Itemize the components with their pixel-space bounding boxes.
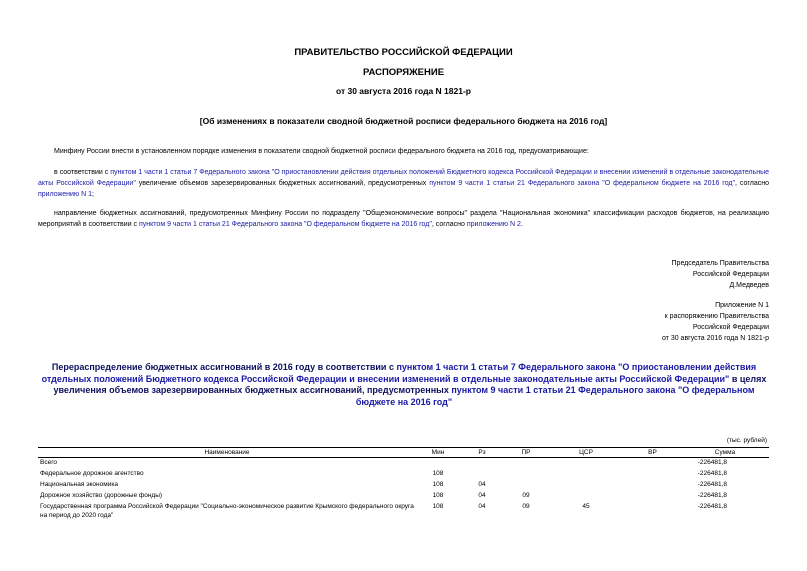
table-row: Национальная экономика 108 04 -226481,8 — [40, 480, 727, 488]
appendix-title-law-link-art21[interactable]: пунктом 9 части 1 статьи 21 Федерального закона "О федеральном бюджете на 2016 год" — [355, 385, 755, 407]
document-type: РАСПОРЯЖЕНИЕ — [362, 67, 445, 78]
table-row: Всего -226481,8 — [40, 459, 727, 466]
appendix-number: Приложение N 1 — [715, 302, 769, 309]
col-pr: ПР — [504, 448, 548, 458]
appendix-1-link[interactable]: приложению N 1 — [38, 191, 93, 198]
col-sum: Сумма — [681, 448, 769, 458]
paragraph-2: направление бюджетных ассигнований, предусмотренных Минфину России по подразделу "Общеэкономические вопросы" раздела "Национальная экономика" классификации расходов бюджетов, на реализацию мероприятий в соответствии с пунктом 9 части 1 статьи 21 Федерального закона "О федеральном бюджете на 2016 год", согласно приложению N 2. — [38, 210, 769, 228]
budget-table — [38, 447, 769, 520]
document-date-number: от 30 августа 2016 года N 1821-р — [335, 86, 471, 96]
table-header-row — [38, 448, 769, 458]
appendix-header — [662, 300, 769, 344]
law-link-art21-2[interactable]: пунктом 9 части 1 статьи 21 Федерального закона "О федеральном бюджете на 2016 год" — [139, 221, 432, 228]
law-link-art21[interactable]: пунктом 9 части 1 статьи 21 Федерального закона "О федеральном бюджете на 2016 год" — [429, 180, 735, 187]
signature-name: Д.Медведев — [729, 282, 769, 289]
paragraph-1: в соответствии с пунктом 1 части 1 статьи 7 Федерального закона "О приостановлении действия отдельных положений Бюджетного кодекса Российской Федерации и внесении изменений в отдельные законодательные акты Российской Федерации" увеличение объемов зарезервированных бюджетных ассигнований, предусмотренных пунктом 9 части 1 статьи 21 Федерального закона "О федеральном бюджете на 2016 год", согласно приложению N 1; — [38, 169, 769, 198]
appendix-title: Перераспределение бюджетных ассигнований в 2016 году в соответствии с пунктом 1 части 1 статьи 7 Федерального закона "О приостановлении действия отдельных положений Бюджетного кодекса Российской Федерации и внесении изменений в отдельные законодательные акты Российской Федерации" в целях увеличения объемов зарезервированных бюджетных ассигнований, предусмотренных пунктом 9 части 1 статьи 21 Федерального закона "О федеральном бюджете на 2016 год" — [41, 362, 767, 407]
units-label: (тыс. рублей) — [726, 437, 767, 444]
appendix-country: Российской Федерации — [692, 324, 769, 331]
col-csr: ЦСР — [548, 448, 624, 458]
appendix-2-link[interactable]: приложению N 2 — [466, 221, 521, 228]
law-link-art7[interactable]: пунктом 1 части 1 статьи 7 Федерального закона "О приостановлении действия отдельных положений Бюджетного кодекса Российской Федерации и внесении изменений в отдельные законодательные акты Российской Федерации" — [38, 169, 769, 187]
col-rz: Рз — [460, 448, 504, 458]
government-title: ПРАВИТЕЛЬСТВО РОССИЙСКОЙ ФЕДЕРАЦИИ — [294, 47, 513, 58]
table-row: Федеральное дорожное агентство 108 -226481,8 — [40, 469, 727, 477]
col-min: Мин — [416, 448, 460, 458]
signature-block — [672, 258, 769, 291]
table-row: Дорожное хозяйство (дорожные фонды) 108 04 09 -226481,8 — [40, 491, 727, 499]
document-subject: [Об изменениях в показатели сводной бюджетной росписи федерального бюджета на 2016 год] — [199, 116, 608, 126]
signature-position: Председатель Правительства — [671, 260, 769, 267]
appendix-title-law-link-art7[interactable]: пунктом 1 части 1 статьи 7 Федерального закона "О приостановлении действия отдельных положений Бюджетного кодекса Российской Федерации и внесении изменений в отдельные законодательные акты Российской Федерации" — [41, 362, 757, 384]
signature-country: Российской Федерации — [692, 271, 769, 278]
table-row: Государственная программа Российской Федерации "Социально-экономическое развитие Крымского федерального округа на период до 2020 года" 108 04 09 45 -226481,8 — [40, 502, 727, 519]
appendix-date: от 30 августа 2016 года N 1821-р — [661, 335, 769, 342]
col-name: Наименование — [38, 448, 416, 458]
col-vr: ВР — [624, 448, 681, 458]
intro-paragraph: Минфину России внести в установленном порядке изменения в показатели сводной бюджетной росписи федерального бюджета на 2016 год, предусматривающие: — [54, 148, 589, 155]
appendix-ref: к распоряжению Правительства — [664, 313, 769, 320]
